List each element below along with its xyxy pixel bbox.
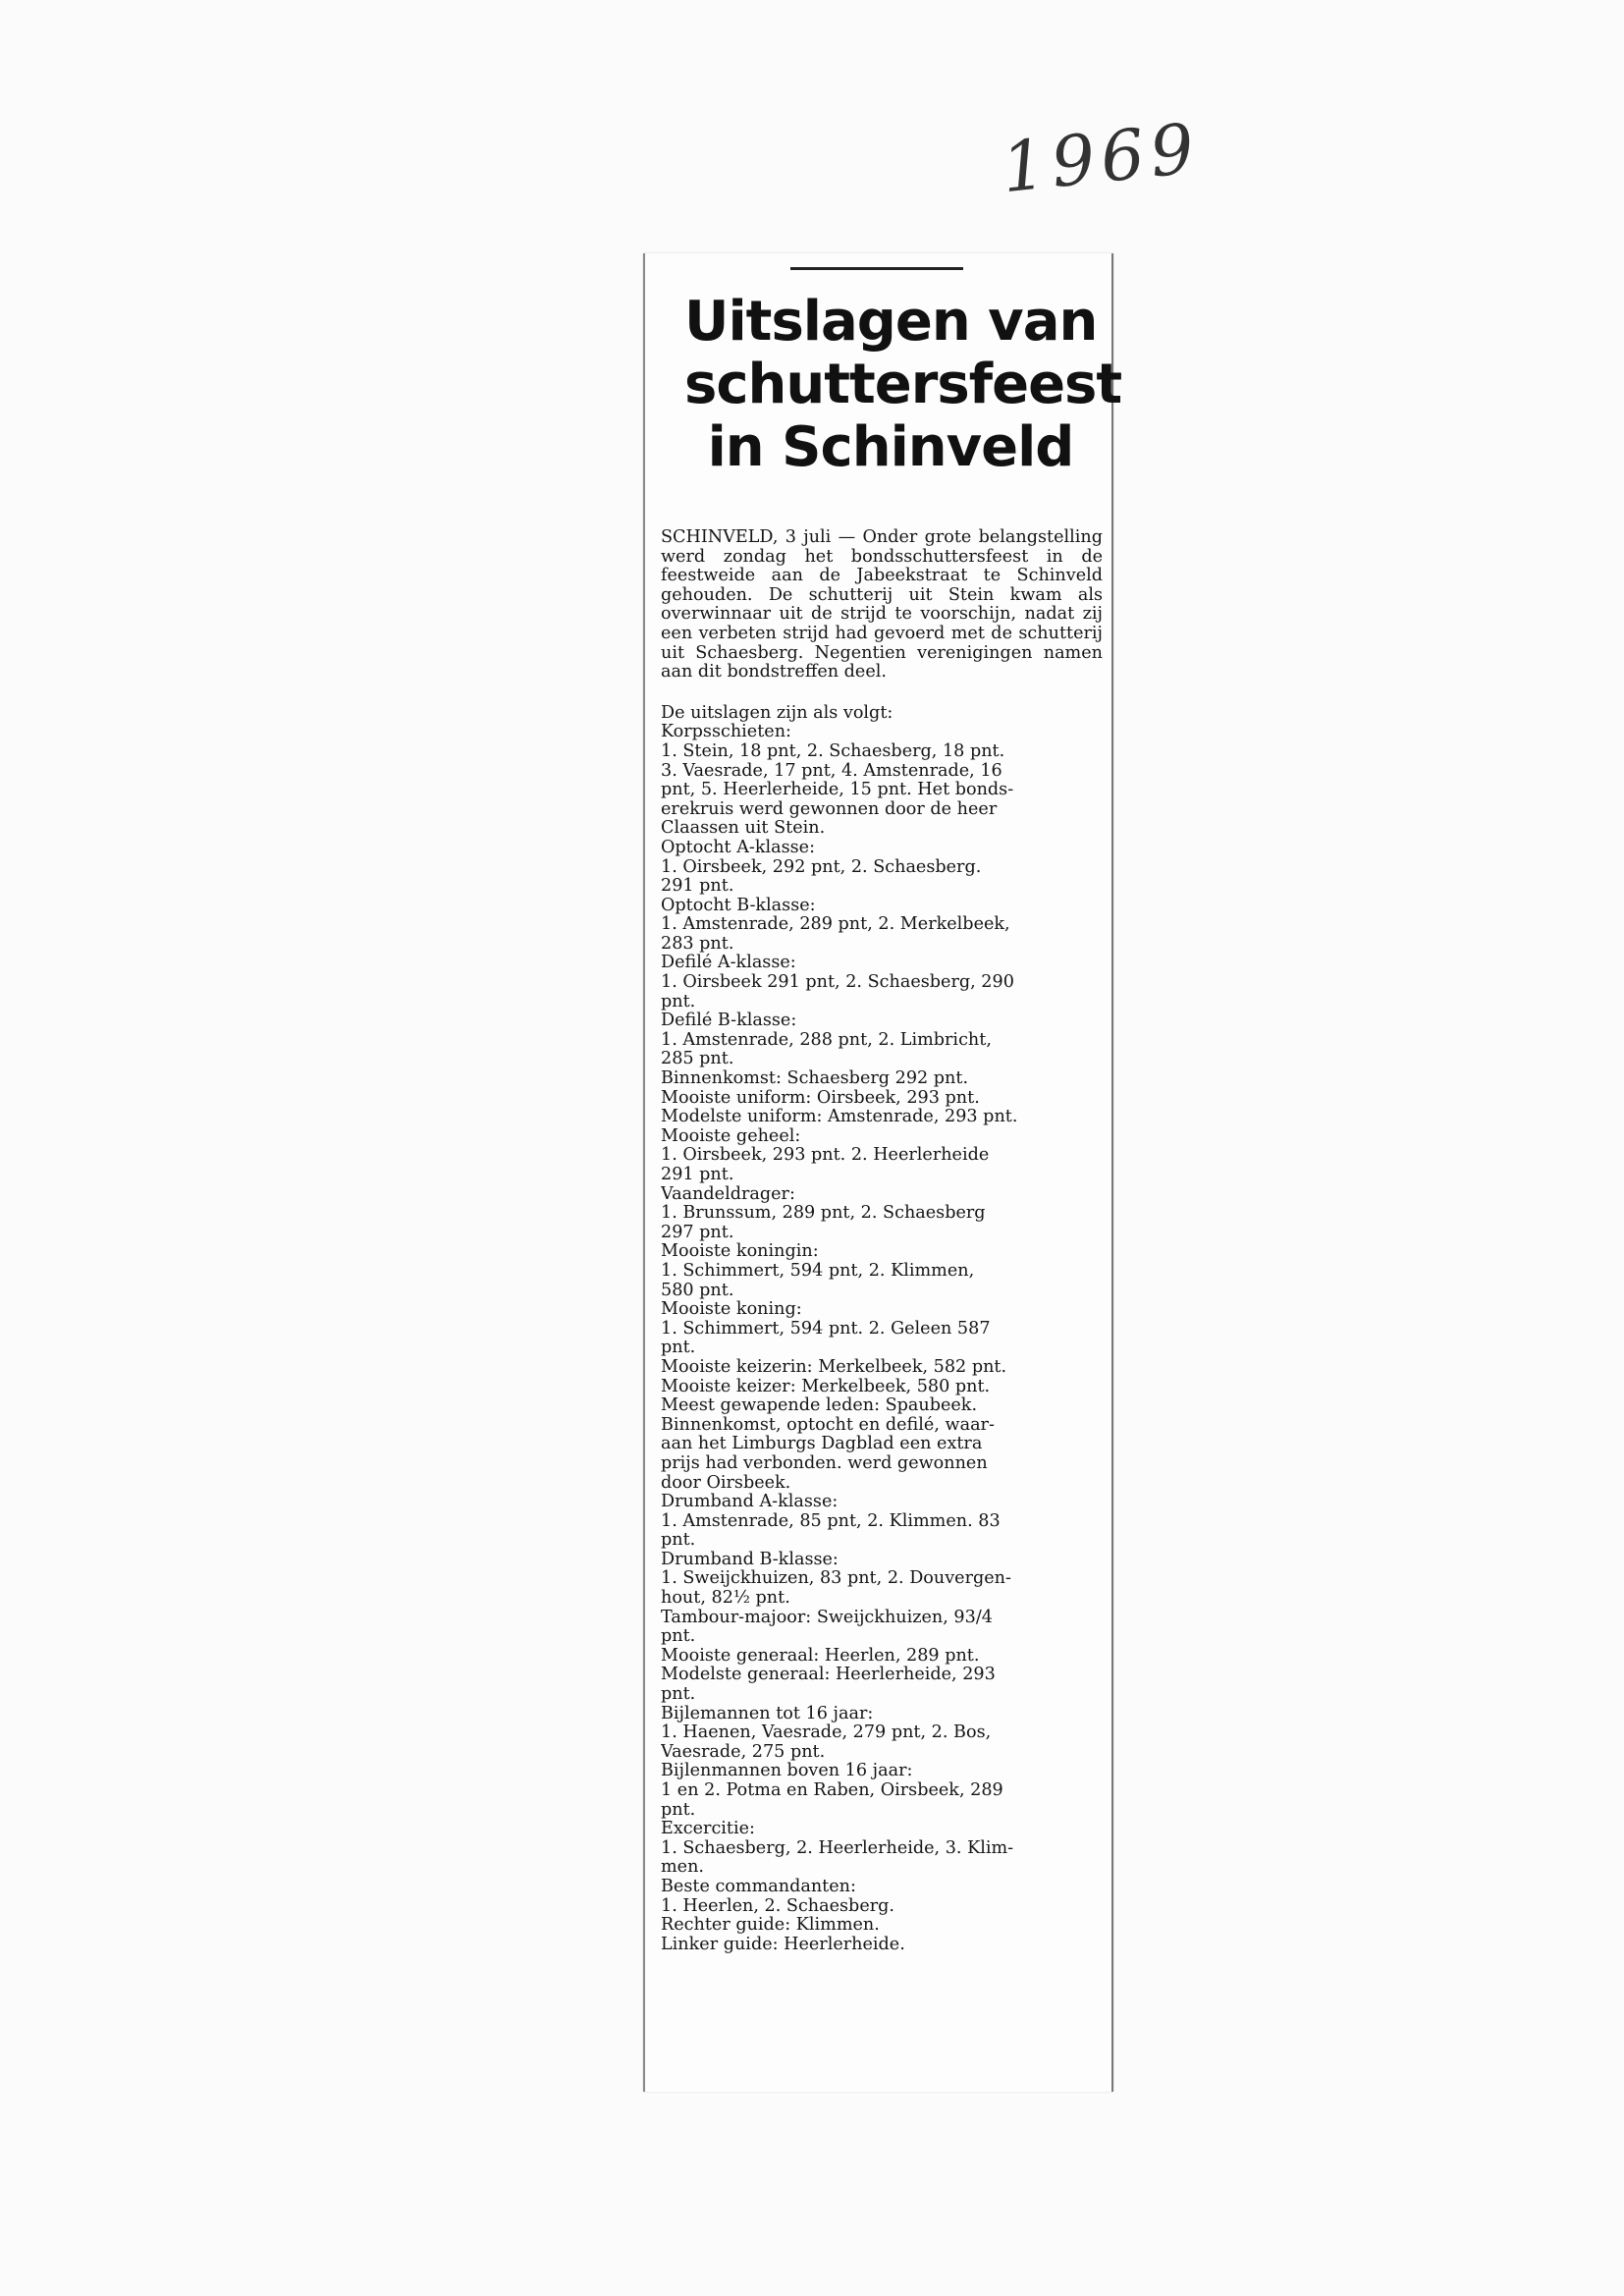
results-line: Mooiste keizer: Merkelbeek, 580 pnt. xyxy=(661,1377,991,1396)
results-line: Bijlenmannen boven 16 jaar: xyxy=(661,1762,913,1781)
results-line: Claassen uit Stein. xyxy=(661,819,826,839)
results-line: men. xyxy=(661,1858,705,1878)
lead-paragraph: SCHINVELD, 3 juli — Onder grote belangstelling werd zondag het bondsschuttersfeest in de feestweide aan de Jabeekstraat te Schinveld gehouden. De schutterij uit Stein kwam als overwinnaar uit de strijd te voorschijn, nadat zij een verbeten strijd had gevoerd met de schutterij uit Schaesberg. Negentien verenigingen namen aan dit bondstreffen deel. xyxy=(661,527,1103,683)
results-line: erekruis werd gewonnen door de heer xyxy=(661,799,998,819)
results-line: 1. Sweijckhuizen, 83 pnt, 2. Douvergen- xyxy=(661,1569,1011,1589)
results-line: door Oirsbeek. xyxy=(661,1473,791,1493)
headline xyxy=(684,290,1122,479)
results-line: pnt. xyxy=(661,1800,696,1820)
results-line: pnt. xyxy=(661,992,696,1011)
results-line: Korpsschieten: xyxy=(661,723,791,742)
results-line: pnt. xyxy=(661,1685,696,1705)
results-line: Mooiste geheel: xyxy=(661,1126,801,1146)
results-line: Binnenkomst: Schaesberg 292 pnt. xyxy=(661,1069,969,1089)
results-line: pnt, 5. Heerlerheide, 15 pnt. Het bonds- xyxy=(661,781,1014,800)
results-line: 1. Oirsbeek 291 pnt, 2. Schaesberg, 290 xyxy=(661,973,1014,993)
results-line: Mooiste keizerin: Merkelbeek, 582 pnt. xyxy=(661,1357,1007,1377)
results-line: 291 pnt. xyxy=(661,1166,734,1184)
results-line: 1. Brunssum, 289 pnt, 2. Schaesberg xyxy=(661,1204,986,1224)
results-line: 1. Oirsbeek, 293 pnt. 2. Heerlerheide xyxy=(661,1146,990,1166)
results-line: Optocht B-klasse: xyxy=(661,896,816,915)
results-line: Mooiste koningin: xyxy=(661,1242,819,1262)
results-line: Rechter guide: Klimmen. xyxy=(661,1916,880,1936)
results-line: Beste commandanten: xyxy=(661,1877,856,1896)
results-line: Vaandeldrager: xyxy=(661,1184,795,1204)
results-line: 1. Amstenrade, 288 pnt, 2. Limbricht, xyxy=(661,1030,992,1050)
headline-line: schuttersfeest xyxy=(684,353,1122,416)
results-line: 1. Stein, 18 pnt, 2. Schaesberg, 18 pnt. xyxy=(661,741,1005,761)
results-line: pnt. xyxy=(661,1531,696,1551)
results-line: Bijlemannen tot 16 jaar: xyxy=(661,1704,874,1723)
results-line: Modelste generaal: Heerlerheide, 293 xyxy=(661,1666,996,1685)
top-rule xyxy=(790,267,963,270)
results-line: Excercitie: xyxy=(661,1820,755,1839)
results-line: Mooiste koning: xyxy=(661,1300,802,1320)
results-line: 1. Schimmert, 594 pnt. 2. Geleen 587 xyxy=(661,1319,991,1339)
results-line: 285 pnt. xyxy=(661,1050,734,1069)
results-line: 1. Heerlen, 2. Schaesberg. xyxy=(661,1896,894,1916)
results-line: Optocht A-klasse: xyxy=(661,838,816,857)
results-line: Tambour-majoor: Sweijckhuizen, 93/4 xyxy=(661,1608,993,1627)
results-line: Drumband A-klasse: xyxy=(661,1493,839,1512)
results-line: 1. Schimmert, 594 pnt, 2. Klimmen, xyxy=(661,1261,975,1281)
results-line: Binnenkomst, optocht en defilé, waar- xyxy=(661,1415,995,1435)
results-line: 1. Oirsbeek, 292 pnt, 2. Schaesberg. xyxy=(661,857,982,877)
newspaper-clipping xyxy=(643,253,1122,2092)
results-line: 1. Haenen, Vaesrade, 279 pnt, 2. Bos, xyxy=(661,1723,992,1743)
results-line: hout, 82½ pnt. xyxy=(661,1589,790,1609)
results-line: Drumband B-klasse: xyxy=(661,1550,839,1569)
results-line: 3. Vaesrade, 17 pnt, 4. Amstenrade, 16 xyxy=(661,761,1002,781)
results-line: Meest gewapende leden: Spaubeek. xyxy=(661,1396,978,1416)
results-line: Mooiste uniform: Oirsbeek, 293 pnt. xyxy=(661,1088,980,1108)
results-line: 283 pnt. xyxy=(661,934,734,954)
results-list xyxy=(661,704,1103,1955)
results-line: Modelste uniform: Amstenrade, 293 pnt. xyxy=(661,1108,1018,1127)
results-line: 1. Amstenrade, 85 pnt, 2. Klimmen. 83 xyxy=(661,1511,1001,1531)
results-line: 1. Amstenrade, 289 pnt, 2. Merkelbeek, xyxy=(661,915,1010,935)
results-line: 1. Schaesberg, 2. Heerlerheide, 3. Klim- xyxy=(661,1838,1014,1858)
results-line: 297 pnt. xyxy=(661,1223,734,1242)
results-line: 291 pnt. xyxy=(661,877,734,897)
results-line: De uitslagen zijn als volgt: xyxy=(661,703,893,723)
results-line: prijs had verbonden. werd gewonnen xyxy=(661,1453,988,1473)
results-line: 1 en 2. Potma en Raben, Oirsbeek, 289 xyxy=(661,1781,1003,1800)
headline-line: in Schinveld xyxy=(707,415,1074,479)
headline-line: Uitslagen van xyxy=(684,290,1098,354)
results-line: pnt. xyxy=(661,1339,696,1358)
results-line: Vaesrade, 275 pnt. xyxy=(661,1742,826,1762)
results-line: Linker guide: Heerlerheide. xyxy=(661,1935,905,1954)
results-line: Mooiste generaal: Heerlen, 289 pnt. xyxy=(661,1646,980,1666)
handwritten-year: 1969 xyxy=(998,107,1204,209)
results-line: aan het Limburgs Dagblad een extra xyxy=(661,1435,983,1454)
results-line: pnt. xyxy=(661,1627,696,1647)
results-line: Defilé B-klasse: xyxy=(661,1011,797,1031)
article-body xyxy=(661,528,1103,1954)
results-line: Defilé A-klasse: xyxy=(661,954,796,973)
results-line: 580 pnt. xyxy=(661,1281,734,1300)
